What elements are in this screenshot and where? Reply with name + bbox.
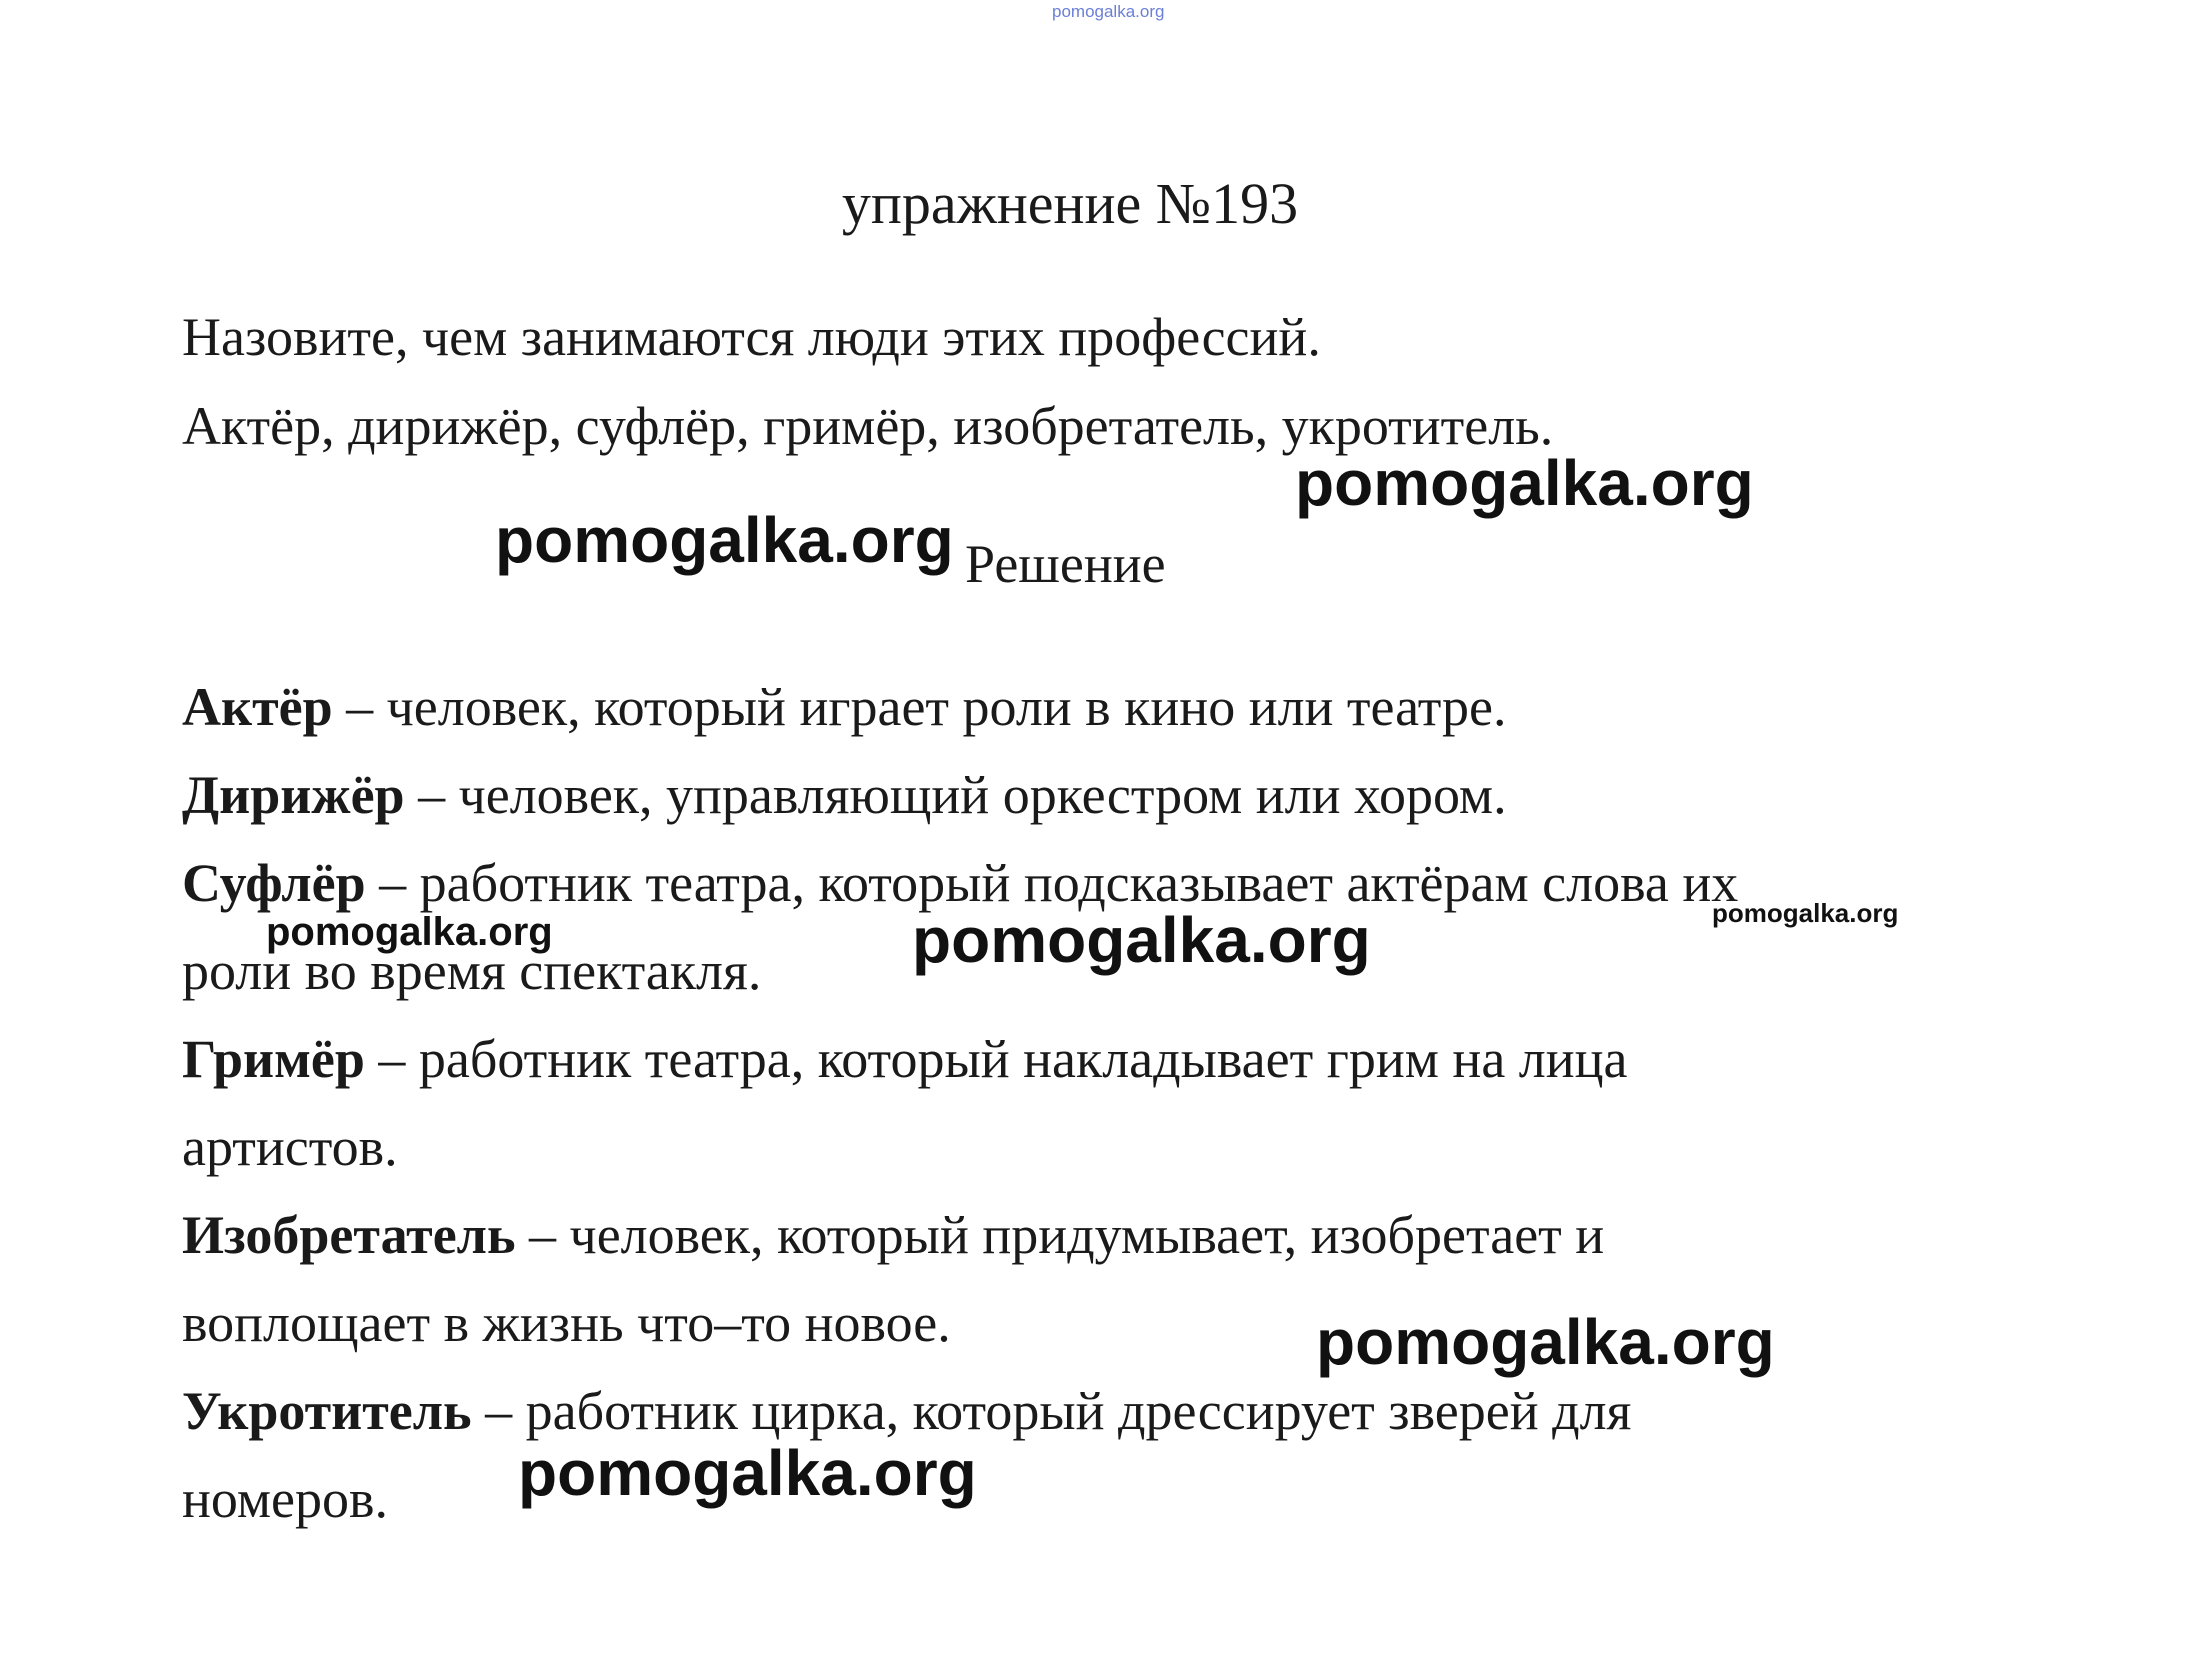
definition-makeup-artist [182,1028,1628,1090]
task-line-1: Назовите, чем занимаются люди этих профессий. [182,307,1321,367]
definition-inventor-cont: воплощает в жизнь что–то новое. [182,1293,951,1353]
watermark: pomogalka.org [518,1437,977,1509]
definition-text: – человек, управляющий оркестром или хором. [404,765,1507,825]
definition-inventor [182,1204,1604,1266]
watermark: pomogalka.org [495,504,954,576]
definition-tamer [182,1380,1631,1442]
term-label: Дирижёр [182,765,405,825]
definition-makeup-artist-cont: артистов. [182,1117,398,1177]
watermark: pomogalka.org [266,910,553,954]
definition-tamer-cont: номеров. [182,1469,389,1529]
watermark: pomogalka.org [1712,898,1899,928]
definition-prompter-cont: роли во время спектакля. [182,941,762,1001]
page-title: упражнение №193 [841,171,1299,236]
watermark: pomogalka.org [912,904,1371,976]
definition-actor [182,676,1506,738]
source-link[interactable]: pomogalka.org [1052,2,1165,21]
term-label: Суфлёр [182,853,366,913]
term-label: Гримёр [182,1029,365,1089]
term-label: Укротитель [182,1381,472,1441]
definition-conductor [182,764,1507,826]
definition-text: – работник театра, который подсказывает актёрам слова их [365,853,1739,913]
task-line-2: Актёр, дирижёр, суфлёр, гримёр, изобретатель, укротитель. [182,396,1554,456]
definition-text: – работник цирка, который дрессирует зверей для [471,1381,1632,1441]
term-label: Изобретатель [182,1205,516,1265]
solution-heading: Решение [965,534,1166,594]
definition-text: – человек, который придумывает, изобретает и [515,1205,1605,1265]
definition-text: – человек, который играет роли в кино или театре. [332,677,1507,737]
term-label: Актёр [182,677,333,737]
definition-text: – работник театра, который накладывает грим на лица [364,1029,1628,1089]
watermark: pomogalka.org [1295,447,1754,519]
watermark: pomogalka.org [1316,1306,1775,1378]
